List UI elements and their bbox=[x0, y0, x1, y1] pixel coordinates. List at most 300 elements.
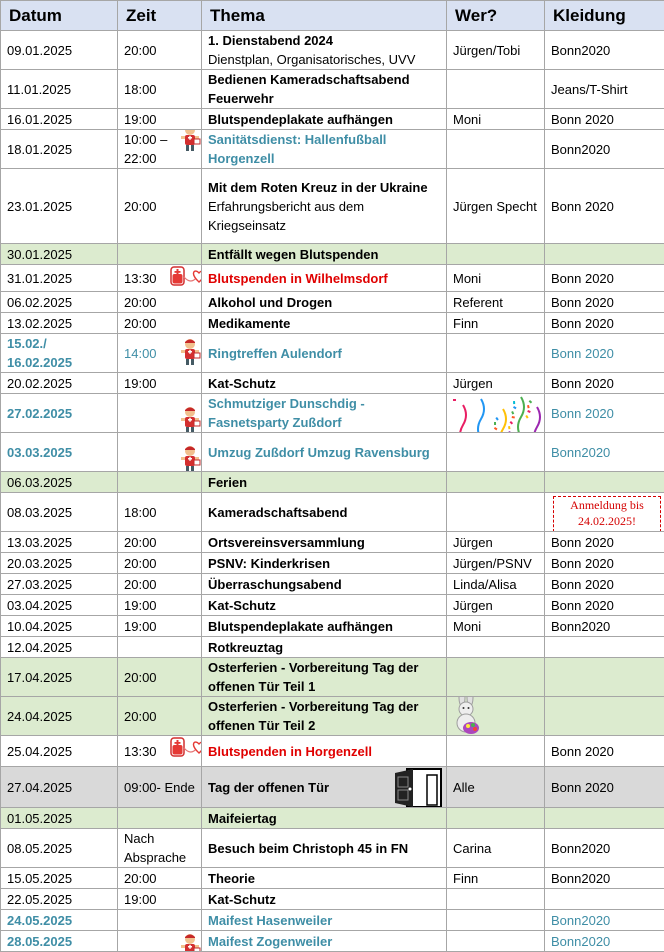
cell-zeit bbox=[118, 829, 202, 868]
thema-text: Ringtreffen Aulendorf bbox=[208, 346, 342, 361]
datum-text: 11.01.2025 bbox=[7, 82, 71, 97]
cell-wer bbox=[447, 658, 545, 697]
kleidung-text: Jeans/T-Shirt bbox=[551, 82, 628, 97]
cell-thema bbox=[202, 31, 447, 70]
registration-note: Anmeldung bis 24.02.2025! bbox=[553, 496, 661, 532]
cell-wer bbox=[447, 931, 545, 952]
wer-text: Finn bbox=[453, 871, 478, 886]
kleidung-text: Bonn 2020 bbox=[551, 744, 614, 759]
cell-zeit bbox=[118, 373, 202, 394]
wer-text: Linda/Alisa bbox=[453, 577, 517, 592]
table-row bbox=[1, 31, 664, 70]
header-thema: Thema bbox=[202, 1, 447, 31]
cell-zeit bbox=[118, 574, 202, 595]
cell-thema bbox=[202, 373, 447, 394]
kleidung-text: Bonn 2020 bbox=[551, 535, 614, 550]
cell-datum bbox=[1, 931, 118, 952]
cell-zeit bbox=[118, 433, 202, 472]
zeit-text: 20:00 bbox=[124, 577, 157, 592]
datum-text: 25.04.2025 bbox=[7, 744, 72, 759]
datum-text: 03.04.2025 bbox=[7, 598, 72, 613]
datum-text: 28.05.2025 bbox=[7, 934, 72, 949]
kleidung-text: Bonn 2020 bbox=[551, 406, 614, 421]
table-row bbox=[1, 334, 664, 373]
zeit-text: 19:00 bbox=[124, 598, 157, 613]
wer-text: Alle bbox=[453, 780, 475, 795]
cell-thema bbox=[202, 910, 447, 931]
cell-kleidung bbox=[545, 574, 664, 595]
thema-text: Kat-Schutz bbox=[208, 598, 276, 613]
table-row bbox=[1, 616, 664, 637]
datum-text: 20.03.2025 bbox=[7, 556, 72, 571]
cell-datum bbox=[1, 658, 118, 697]
cell-datum bbox=[1, 808, 118, 829]
datum-text: 12.04.2025 bbox=[7, 640, 72, 655]
wer-text: Moni bbox=[453, 112, 481, 127]
cell-thema bbox=[202, 868, 447, 889]
table-row bbox=[1, 868, 664, 889]
datum-text: 30.01.2025 bbox=[7, 247, 72, 262]
thema-text: Besuch beim Christoph 45 in FN bbox=[208, 841, 408, 856]
table-row bbox=[1, 244, 664, 265]
cell-wer bbox=[447, 265, 545, 292]
zeit-text: 20:00 bbox=[124, 43, 157, 58]
cell-thema bbox=[202, 532, 447, 553]
thema-text: Kameradschaftsabend bbox=[208, 505, 347, 520]
datum-text: 10.04.2025 bbox=[7, 619, 72, 634]
table-row bbox=[1, 889, 664, 910]
datum-text: 27.02.2025 bbox=[7, 406, 72, 421]
cell-zeit bbox=[118, 767, 202, 808]
zeit-text: 09:00- Ende bbox=[124, 780, 195, 795]
cell-kleidung bbox=[545, 868, 664, 889]
cell-kleidung bbox=[545, 313, 664, 334]
cell-thema bbox=[202, 433, 447, 472]
zeit-text: 20:00 bbox=[124, 556, 157, 571]
thema-text: Ferien bbox=[208, 475, 247, 490]
cell-datum bbox=[1, 433, 118, 472]
zeit-text: 19:00 bbox=[124, 112, 157, 127]
zeit-text: 20:00 bbox=[124, 199, 157, 214]
cell-kleidung bbox=[545, 767, 664, 808]
thema-text: Ortsvereinsversammlung bbox=[208, 535, 365, 550]
table-row bbox=[1, 472, 664, 493]
zeit-text: 20:00 bbox=[124, 295, 157, 310]
table-row bbox=[1, 808, 664, 829]
cell-datum bbox=[1, 889, 118, 910]
cell-datum bbox=[1, 109, 118, 130]
cell-kleidung bbox=[545, 472, 664, 493]
cell-zeit bbox=[118, 130, 202, 169]
cell-zeit bbox=[118, 931, 202, 952]
datum-text: 09.01.2025 bbox=[7, 43, 72, 58]
wer-text: Finn bbox=[453, 316, 478, 331]
table-row bbox=[1, 292, 664, 313]
cell-zeit bbox=[118, 313, 202, 334]
kleidung-text: Bonn 2020 bbox=[551, 556, 614, 571]
thema-text: Maifeiertag bbox=[208, 811, 277, 826]
kleidung-text: Bonn2020 bbox=[551, 871, 610, 886]
cell-thema bbox=[202, 493, 447, 532]
table-row bbox=[1, 169, 664, 244]
cell-kleidung bbox=[545, 532, 664, 553]
datum-text: 01.05.2025 bbox=[7, 811, 72, 826]
table-row bbox=[1, 373, 664, 394]
wer-text: Moni bbox=[453, 271, 481, 286]
datum-text: 31.01.2025 bbox=[7, 271, 72, 286]
cell-wer bbox=[447, 574, 545, 595]
cell-thema bbox=[202, 808, 447, 829]
cell-kleidung bbox=[545, 910, 664, 931]
thema-text: Mit dem Roten Kreuz in der Ukraine bbox=[208, 180, 428, 195]
cell-zeit bbox=[118, 265, 202, 292]
cell-wer bbox=[447, 736, 545, 767]
cell-kleidung bbox=[545, 244, 664, 265]
cell-datum bbox=[1, 31, 118, 70]
cell-zeit bbox=[118, 70, 202, 109]
cell-thema bbox=[202, 70, 447, 109]
wer-text: Jürgen Specht bbox=[453, 199, 537, 214]
cell-datum bbox=[1, 472, 118, 493]
table-row bbox=[1, 910, 664, 931]
cell-zeit bbox=[118, 31, 202, 70]
thema-text: Osterferien - Vorbereitung Tag der offenen Tür Teil 2 bbox=[208, 699, 418, 733]
cell-zeit bbox=[118, 868, 202, 889]
cell-zeit bbox=[118, 808, 202, 829]
cell-thema bbox=[202, 394, 447, 433]
cell-thema bbox=[202, 169, 447, 244]
thema-text: Kat-Schutz bbox=[208, 376, 276, 391]
zeit-text: 20:00 bbox=[124, 316, 157, 331]
table-row bbox=[1, 313, 664, 334]
cell-wer bbox=[447, 616, 545, 637]
cell-kleidung bbox=[545, 433, 664, 472]
kleidung-text: Bonn 2020 bbox=[551, 577, 614, 592]
cell-datum bbox=[1, 130, 118, 169]
wer-text: Jürgen bbox=[453, 376, 493, 391]
zeit-text: 20:00 bbox=[124, 709, 157, 724]
cell-wer bbox=[447, 767, 545, 808]
cell-thema bbox=[202, 313, 447, 334]
cell-kleidung bbox=[545, 697, 664, 736]
table-row bbox=[1, 493, 664, 532]
cell-wer bbox=[447, 808, 545, 829]
kleidung-text: Bonn 2020 bbox=[551, 199, 614, 214]
cell-wer bbox=[447, 553, 545, 574]
cell-wer bbox=[447, 910, 545, 931]
cell-datum bbox=[1, 532, 118, 553]
datum-text: 16.01.2025 bbox=[7, 112, 72, 127]
cell-wer bbox=[447, 889, 545, 910]
cell-kleidung bbox=[545, 595, 664, 616]
cell-kleidung bbox=[545, 889, 664, 910]
zeit-text: 13:30 bbox=[124, 271, 157, 286]
kleidung-text: Bonn 2020 bbox=[551, 346, 614, 361]
header-zeit: Zeit bbox=[118, 1, 202, 31]
cell-zeit bbox=[118, 472, 202, 493]
cell-wer bbox=[447, 472, 545, 493]
kleidung-text: Bonn2020 bbox=[551, 445, 610, 460]
cell-thema bbox=[202, 244, 447, 265]
cell-zeit bbox=[118, 736, 202, 767]
cell-datum bbox=[1, 394, 118, 433]
kleidung-text: Bonn2020 bbox=[551, 142, 610, 157]
cell-thema bbox=[202, 658, 447, 697]
cell-datum bbox=[1, 70, 118, 109]
zeit-text: 19:00 bbox=[124, 619, 157, 634]
cell-zeit bbox=[118, 910, 202, 931]
cell-datum bbox=[1, 313, 118, 334]
thema-text: Osterferien - Vorbereitung Tag der offenen Tür Teil 1 bbox=[208, 660, 418, 694]
cell-zeit bbox=[118, 889, 202, 910]
cell-wer bbox=[447, 697, 545, 736]
cell-wer bbox=[447, 373, 545, 394]
confetti-icon bbox=[451, 395, 545, 433]
cell-wer bbox=[447, 829, 545, 868]
datum-text: 24.04.2025 bbox=[7, 709, 72, 724]
cell-kleidung bbox=[545, 70, 664, 109]
datum-text: 03.03.2025 bbox=[7, 445, 72, 460]
cell-datum bbox=[1, 868, 118, 889]
kleidung-text: Bonn 2020 bbox=[551, 112, 614, 127]
thema-text: Sanitätsdienst: Hallenfußball Horgenzell bbox=[208, 132, 386, 166]
cell-wer bbox=[447, 244, 545, 265]
table-row bbox=[1, 931, 664, 952]
datum-text: 13.03.2025 bbox=[7, 535, 72, 550]
cell-datum bbox=[1, 736, 118, 767]
thema-text: Blutspenden in Horgenzell bbox=[208, 744, 372, 759]
datum-text: 18.01.2025 bbox=[7, 142, 72, 157]
thema-text: Kat-Schutz bbox=[208, 892, 276, 907]
cell-kleidung bbox=[545, 109, 664, 130]
thema-text: Blutspendeplakate aufhängen bbox=[208, 112, 393, 127]
table-row bbox=[1, 767, 664, 808]
cell-wer bbox=[447, 394, 545, 433]
thema-text: Maifest Hasenweiler bbox=[208, 913, 332, 928]
wer-text: Jürgen/Tobi bbox=[453, 43, 520, 58]
cell-thema bbox=[202, 736, 447, 767]
cell-zeit bbox=[118, 292, 202, 313]
cell-wer bbox=[447, 493, 545, 532]
table-row bbox=[1, 70, 664, 109]
zeit-text: 18:00 bbox=[124, 505, 157, 520]
kleidung-text: Bonn2020 bbox=[551, 43, 610, 58]
datum-text: 06.03.2025 bbox=[7, 475, 72, 490]
kleidung-text: Bonn 2020 bbox=[551, 780, 614, 795]
thema-text: Blutspenden in Wilhelmsdorf bbox=[208, 271, 388, 286]
zeit-text: Nach Absprache bbox=[124, 831, 186, 865]
cell-thema bbox=[202, 931, 447, 952]
wer-text: Referent bbox=[453, 295, 503, 310]
thema-text: Theorie bbox=[208, 871, 255, 886]
cell-thema bbox=[202, 265, 447, 292]
cell-datum bbox=[1, 574, 118, 595]
cell-thema bbox=[202, 472, 447, 493]
thema-text: Tag der offenen Tür bbox=[208, 780, 329, 795]
datum-text: 22.05.2025 bbox=[7, 892, 72, 907]
paramedic-icon bbox=[179, 337, 201, 372]
cell-zeit bbox=[118, 637, 202, 658]
thema-text: Überraschungsabend bbox=[208, 577, 342, 592]
cell-thema bbox=[202, 889, 447, 910]
table-row bbox=[1, 658, 664, 697]
cell-zeit bbox=[118, 553, 202, 574]
table-row bbox=[1, 637, 664, 658]
datum-text: 08.05.2025 bbox=[7, 841, 72, 856]
cell-wer bbox=[447, 130, 545, 169]
table-row bbox=[1, 595, 664, 616]
thema-text: Maifest Zogenweiler bbox=[208, 934, 332, 949]
blood-bag-icon bbox=[169, 736, 202, 765]
zeit-text: 18:00 bbox=[124, 82, 157, 97]
cell-wer bbox=[447, 70, 545, 109]
kleidung-text: Bonn2020 bbox=[551, 913, 610, 928]
cell-thema bbox=[202, 130, 447, 169]
header-kleidung: Kleidung bbox=[545, 1, 664, 31]
paramedic-icon bbox=[179, 444, 201, 472]
cell-wer bbox=[447, 334, 545, 373]
cell-thema bbox=[202, 292, 447, 313]
cell-datum bbox=[1, 829, 118, 868]
kleidung-text: Bonn2020 bbox=[551, 841, 610, 856]
thema-subtext: Dienstplan, Organisatorisches, UVV bbox=[208, 50, 440, 69]
cell-wer bbox=[447, 433, 545, 472]
zeit-text: 10:00 – 22:00 bbox=[124, 132, 167, 166]
cell-zeit bbox=[118, 532, 202, 553]
cell-datum bbox=[1, 697, 118, 736]
cell-datum bbox=[1, 553, 118, 574]
cell-kleidung bbox=[545, 394, 664, 433]
zeit-text: 14:00 bbox=[124, 346, 157, 361]
cell-thema bbox=[202, 616, 447, 637]
kleidung-text: Bonn2020 bbox=[551, 934, 610, 949]
table-row bbox=[1, 697, 664, 736]
wer-text: Moni bbox=[453, 619, 481, 634]
cell-kleidung bbox=[545, 130, 664, 169]
header-wer: Wer? bbox=[447, 1, 545, 31]
zeit-text: 20:00 bbox=[124, 670, 157, 685]
wer-text: Jürgen bbox=[453, 598, 493, 613]
cell-kleidung bbox=[545, 931, 664, 952]
cell-kleidung bbox=[545, 637, 664, 658]
datum-text: 27.04.2025 bbox=[7, 780, 72, 795]
cell-kleidung bbox=[545, 553, 664, 574]
kleidung-text: Bonn 2020 bbox=[551, 271, 614, 286]
cell-datum bbox=[1, 334, 118, 373]
table-row bbox=[1, 394, 664, 433]
datum-text: 13.02.2025 bbox=[7, 316, 72, 331]
cell-datum bbox=[1, 373, 118, 394]
cell-kleidung bbox=[545, 616, 664, 637]
cell-kleidung bbox=[545, 265, 664, 292]
blood-bag-icon bbox=[169, 265, 202, 292]
cell-wer bbox=[447, 109, 545, 130]
paramedic-icon bbox=[179, 130, 201, 159]
cell-wer bbox=[447, 868, 545, 889]
table-row bbox=[1, 433, 664, 472]
datum-text: 15.05.2025 bbox=[7, 871, 72, 886]
cell-kleidung bbox=[545, 493, 664, 532]
cell-kleidung bbox=[545, 334, 664, 373]
wer-text: Jürgen bbox=[453, 535, 493, 550]
cell-datum bbox=[1, 493, 118, 532]
header-datum: Datum bbox=[1, 1, 118, 31]
zeit-text: 19:00 bbox=[124, 376, 157, 391]
cell-datum bbox=[1, 265, 118, 292]
cell-zeit bbox=[118, 595, 202, 616]
thema-text: PSNV: Kinderkrisen bbox=[208, 556, 330, 571]
paramedic-icon bbox=[179, 405, 201, 433]
cell-zeit bbox=[118, 109, 202, 130]
datum-text: 06.02.2025 bbox=[7, 295, 72, 310]
thema-text: Umzug Zußdorf Umzug Ravensburg bbox=[208, 445, 430, 460]
thema-text: 1. Dienstabend 2024 bbox=[208, 33, 333, 48]
cell-wer bbox=[447, 595, 545, 616]
cell-zeit bbox=[118, 334, 202, 373]
cell-datum bbox=[1, 910, 118, 931]
cell-datum bbox=[1, 595, 118, 616]
header-row bbox=[1, 1, 664, 31]
cell-thema bbox=[202, 637, 447, 658]
datum-text: 08.03.2025 bbox=[7, 505, 72, 520]
table-row bbox=[1, 265, 664, 292]
zeit-text: 20:00 bbox=[124, 871, 157, 886]
cell-wer bbox=[447, 31, 545, 70]
wer-text: Jürgen/PSNV bbox=[453, 556, 532, 571]
cell-zeit bbox=[118, 169, 202, 244]
table-row bbox=[1, 829, 664, 868]
zeit-text: 20:00 bbox=[124, 535, 157, 550]
zeit-text: 13:30 bbox=[124, 744, 157, 759]
datum-text: 24.05.2025 bbox=[7, 913, 72, 928]
cell-kleidung bbox=[545, 808, 664, 829]
thema-text: Blutspendeplakate aufhängen bbox=[208, 619, 393, 634]
cell-thema bbox=[202, 334, 447, 373]
cell-kleidung bbox=[545, 292, 664, 313]
cell-kleidung bbox=[545, 658, 664, 697]
thema-subtext: Erfahrungsbericht aus dem Kriegseinsatz bbox=[208, 197, 440, 235]
zeit-text: 19:00 bbox=[124, 892, 157, 907]
cell-kleidung bbox=[545, 736, 664, 767]
datum-text: 23.01.2025 bbox=[7, 199, 72, 214]
cell-zeit bbox=[118, 394, 202, 433]
cell-kleidung bbox=[545, 829, 664, 868]
cell-thema bbox=[202, 553, 447, 574]
cell-zeit bbox=[118, 658, 202, 697]
cell-thema bbox=[202, 574, 447, 595]
wer-text: Carina bbox=[453, 841, 491, 856]
cell-thema bbox=[202, 829, 447, 868]
cell-thema bbox=[202, 697, 447, 736]
kleidung-text: Bonn 2020 bbox=[551, 295, 614, 310]
cell-datum bbox=[1, 169, 118, 244]
cell-wer bbox=[447, 532, 545, 553]
table-row bbox=[1, 574, 664, 595]
kleidung-text: Bonn2020 bbox=[551, 619, 610, 634]
cell-wer bbox=[447, 313, 545, 334]
cell-kleidung bbox=[545, 169, 664, 244]
paramedic-icon bbox=[179, 932, 201, 952]
table-row bbox=[1, 130, 664, 169]
cell-kleidung bbox=[545, 373, 664, 394]
cell-kleidung bbox=[545, 31, 664, 70]
table-row bbox=[1, 736, 664, 767]
table-row bbox=[1, 532, 664, 553]
kleidung-text: Bonn 2020 bbox=[551, 316, 614, 331]
open-door-icon bbox=[393, 767, 443, 808]
thema-text: Alkohol und Drogen bbox=[208, 295, 332, 310]
thema-text: Schmutziger Dunschdig - Fasnetsparty Zußdorf bbox=[208, 396, 365, 430]
